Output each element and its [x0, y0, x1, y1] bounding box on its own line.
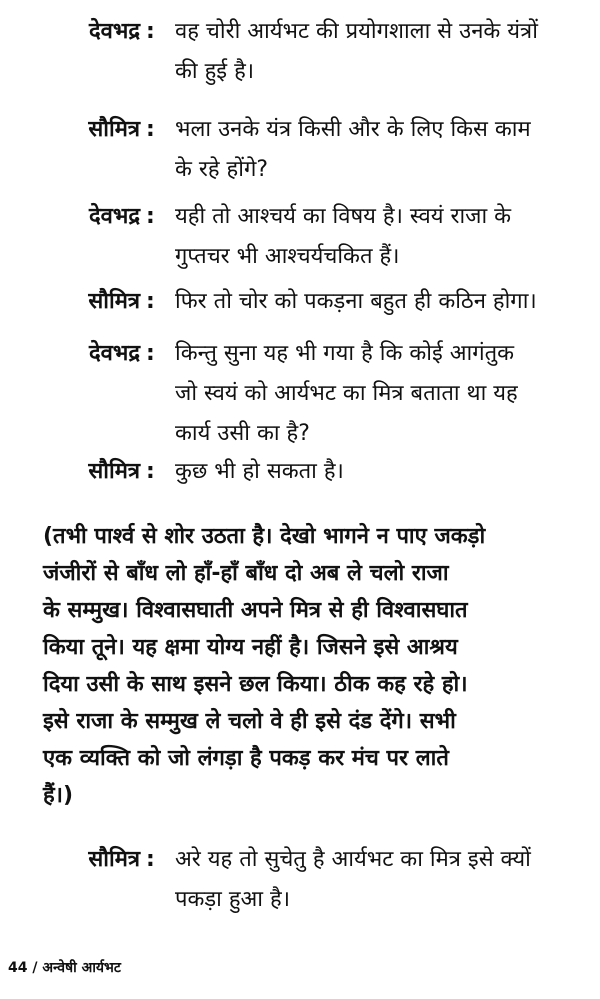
speaker-colon: :: [146, 847, 155, 872]
dialogue-text: वह चोरी आर्यभट की प्रयोगशाला से उनके यंत्रों की हुई है।: [175, 19, 538, 84]
footer-separator: /: [32, 960, 38, 976]
speaker-colon: :: [146, 289, 155, 314]
page-footer: [8, 958, 121, 978]
dialogue-text: कुछ भी हो सकता है।: [175, 459, 344, 484]
speaker-name: सौमित्र: [88, 117, 140, 142]
speaker-name: देवभद्र: [88, 204, 140, 229]
dialogue-text: यही तो आश्चर्य का विषय है। स्वयं राजा के गुप्तचर भी आश्चर्यचकित हैं।: [175, 204, 512, 269]
speaker-name: सौमित्र: [88, 847, 140, 872]
stage-direction: (तभी पार्श्व से शोर उठता है। देखो भागने न पाए जकड़ो जंजीरों से बाँध लो हाँ-हाँ बाँध दो अब ले चलो राजा के सम्मुख। विश्वासघाती अपने मित्र से ही विश्वासघात किया तूने। यह क्षमा योग्य नहीं है। जिसने इसे आश्रय दिया उसी के साथ इसने छल किया। ठीक कह रहे हो। इसे राजा के सम्मुख ले चलो वे ही इसे दंड देंगे। सभी एक व्यक्ति को जो लंगड़ा है पकड़ कर मंच पर लाते हैं।): [43, 524, 486, 808]
speaker-colon: :: [146, 204, 155, 229]
speaker-colon: :: [146, 459, 155, 484]
speaker-name: सौमित्र: [88, 459, 140, 484]
speaker-colon: :: [146, 341, 155, 366]
speaker-name: देवभद्र: [88, 19, 140, 44]
book-title: अन्वेषी आर्यभट: [42, 960, 121, 976]
dialogue-text: किन्तु सुना यह भी गया है कि कोई आगंतुक जो स्वयं को आर्यभट का मित्र बताता था यह कार्य उसी का है?: [175, 341, 518, 446]
speaker-name: सौमित्र: [88, 289, 140, 314]
speaker-colon: :: [146, 117, 155, 142]
dialogue-text: अरे यह तो सुचेतु है आर्यभट का मित्र इसे क्यों पकड़ा हुआ है।: [175, 847, 531, 912]
dialogue-text: फिर तो चोर को पकड़ना बहुत ही कठिन होगा।: [175, 289, 537, 314]
speaker-colon: :: [146, 19, 155, 44]
dialogue-text: भला उनके यंत्र किसी और के लिए किस काम के रहे होंगे?: [175, 117, 531, 182]
page-number: 44: [8, 960, 28, 976]
speaker-name: देवभद्र: [88, 341, 140, 366]
